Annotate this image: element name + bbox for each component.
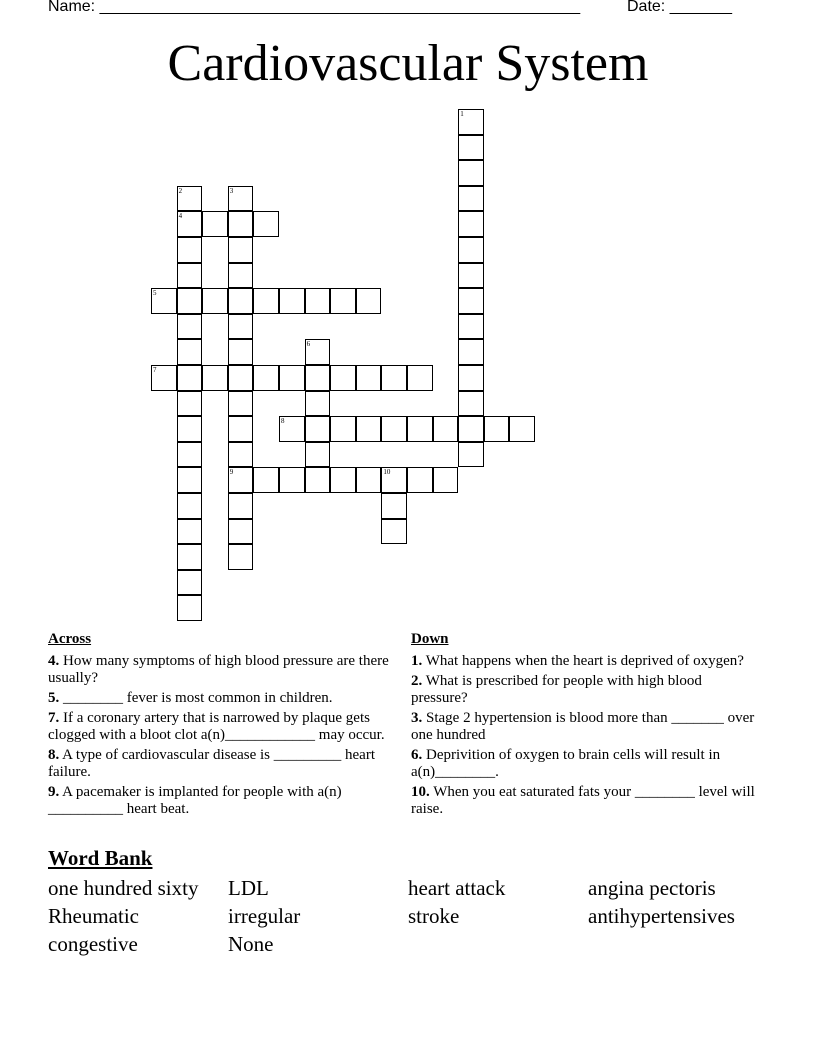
crossword-cell[interactable] bbox=[458, 186, 484, 212]
clue-across-7 bbox=[48, 710, 393, 744]
crossword-cell[interactable] bbox=[458, 416, 484, 442]
clue-down-3 bbox=[411, 710, 756, 744]
clue-text: How many symptoms of high blood pressure are there usually? bbox=[48, 653, 389, 686]
crossword-cell[interactable] bbox=[381, 365, 407, 391]
crossword-cell[interactable] bbox=[458, 288, 484, 314]
crossword-cell[interactable] bbox=[279, 288, 305, 314]
crossword-cell[interactable] bbox=[305, 391, 331, 417]
clue-across-5 bbox=[48, 690, 393, 707]
crossword-cell[interactable] bbox=[177, 467, 203, 493]
crossword-cell[interactable] bbox=[330, 467, 356, 493]
clue-number: 9. bbox=[48, 784, 60, 800]
crossword-cell[interactable] bbox=[356, 467, 382, 493]
crossword-cell[interactable] bbox=[228, 314, 254, 340]
clue-text: A pacemaker is implanted for people with a(n) __________ heart beat. bbox=[48, 784, 342, 817]
word-bank-item: LDL bbox=[228, 876, 269, 900]
word-bank-item: angina pectoris bbox=[588, 876, 716, 900]
clue-across-4 bbox=[48, 653, 393, 687]
cell-number: 4 bbox=[178, 212, 183, 221]
across-clues bbox=[48, 629, 393, 821]
cell-number: 8 bbox=[281, 417, 285, 426]
crossword-cell[interactable] bbox=[458, 109, 484, 135]
crossword-cell[interactable] bbox=[177, 211, 203, 237]
crossword-cell[interactable] bbox=[458, 365, 484, 391]
crossword-cell[interactable] bbox=[458, 263, 484, 289]
crossword-cell[interactable] bbox=[330, 288, 356, 314]
crossword-cell[interactable] bbox=[253, 365, 279, 391]
crossword-cell[interactable] bbox=[458, 314, 484, 340]
crossword-cell[interactable] bbox=[177, 416, 203, 442]
word-bank bbox=[48, 874, 768, 964]
crossword-cell[interactable] bbox=[177, 365, 203, 391]
crossword-cell[interactable] bbox=[433, 416, 459, 442]
crossword-cell[interactable] bbox=[228, 519, 254, 545]
clue-number: 3. bbox=[411, 710, 423, 726]
crossword-cell[interactable] bbox=[330, 416, 356, 442]
crossword-cell[interactable] bbox=[381, 416, 407, 442]
clue-number: 1. bbox=[411, 653, 423, 669]
crossword-cell[interactable] bbox=[202, 365, 228, 391]
clue-text: What is prescribed for people with high blood pressure? bbox=[411, 673, 702, 706]
clue-number: 7. bbox=[48, 710, 60, 726]
cell-number: 5 bbox=[153, 289, 157, 298]
cell-number: 2 bbox=[178, 186, 183, 195]
word-bank-item: congestive bbox=[48, 932, 138, 956]
crossword-cell[interactable] bbox=[228, 339, 254, 365]
crossword-cell[interactable] bbox=[458, 160, 484, 186]
word-bank-item: Rheumatic bbox=[48, 904, 139, 928]
crossword-cell[interactable] bbox=[279, 416, 305, 442]
crossword-cell[interactable] bbox=[356, 288, 382, 314]
crossword-cell[interactable] bbox=[305, 288, 331, 314]
crossword-cell[interactable] bbox=[228, 237, 254, 263]
crossword-cell[interactable] bbox=[305, 416, 331, 442]
crossword-cell[interactable] bbox=[177, 314, 203, 340]
crossword-cell[interactable] bbox=[177, 391, 203, 417]
crossword-cell[interactable] bbox=[177, 570, 203, 596]
clue-number: 8. bbox=[48, 747, 60, 763]
clue-down-2 bbox=[411, 673, 756, 707]
clue-number: 5. bbox=[48, 690, 60, 706]
crossword-cell[interactable] bbox=[151, 288, 177, 314]
crossword-cell[interactable] bbox=[381, 493, 407, 519]
crossword-cell[interactable] bbox=[433, 467, 459, 493]
clue-down-1 bbox=[411, 653, 756, 670]
crossword-cell[interactable] bbox=[305, 339, 331, 365]
crossword-cell[interactable] bbox=[407, 416, 433, 442]
crossword-cell[interactable] bbox=[202, 288, 228, 314]
crossword-cell[interactable] bbox=[458, 339, 484, 365]
clue-number: 4. bbox=[48, 653, 60, 669]
word-bank-item: one hundred sixty bbox=[48, 876, 199, 900]
crossword-cell[interactable] bbox=[228, 416, 254, 442]
crossword-cell[interactable] bbox=[177, 288, 203, 314]
crossword-cell[interactable] bbox=[228, 186, 254, 212]
crossword-cell[interactable] bbox=[484, 416, 510, 442]
across-heading: Across bbox=[48, 631, 92, 647]
crossword-cell[interactable] bbox=[509, 416, 535, 442]
crossword-cell[interactable] bbox=[330, 365, 356, 391]
crossword-cell[interactable] bbox=[279, 365, 305, 391]
clue-text: Deprivition of oxygen to brain cells will result in a(n)________. bbox=[411, 747, 721, 780]
crossword-cell[interactable] bbox=[228, 365, 254, 391]
crossword-cell[interactable] bbox=[177, 519, 203, 545]
crossword-cell[interactable] bbox=[305, 365, 331, 391]
clue-text: When you eat saturated fats your ________ level will raise. bbox=[411, 784, 755, 817]
clue-number: 10. bbox=[411, 784, 430, 800]
name-field-label[interactable]: Name: ______________________________________________________ bbox=[48, 0, 581, 15]
crossword-cell[interactable] bbox=[407, 365, 433, 391]
crossword-cell[interactable] bbox=[253, 467, 279, 493]
crossword-cell[interactable] bbox=[253, 211, 279, 237]
crossword-cell[interactable] bbox=[458, 391, 484, 417]
cell-number: 1 bbox=[460, 110, 464, 118]
crossword-cell[interactable] bbox=[177, 595, 203, 621]
cell-number: 3 bbox=[229, 186, 234, 195]
word-bank-item: None bbox=[228, 932, 274, 956]
cell-number: 6 bbox=[306, 340, 311, 349]
crossword-cell[interactable] bbox=[228, 263, 254, 289]
crossword-cell[interactable] bbox=[228, 442, 254, 468]
cell-number: 9 bbox=[229, 468, 234, 477]
word-bank-item: stroke bbox=[408, 904, 460, 928]
crossword-cell[interactable] bbox=[279, 467, 305, 493]
word-bank-item: heart attack bbox=[408, 876, 506, 900]
crossword-cell[interactable] bbox=[228, 493, 254, 519]
word-bank-item: irregular bbox=[228, 904, 301, 928]
crossword-cell[interactable] bbox=[407, 467, 433, 493]
clue-across-9 bbox=[48, 784, 393, 818]
page-title: Cardiovascular System bbox=[167, 35, 649, 92]
date-field-label[interactable]: Date: _______ bbox=[627, 0, 732, 15]
clue-number: 6. bbox=[411, 747, 423, 763]
clue-text: If a coronary artery that is narrowed by plaque gets clogged with a bloot clot a(n)____________ may occur. bbox=[48, 710, 385, 743]
crossword-cell[interactable] bbox=[177, 442, 203, 468]
down-clues bbox=[411, 629, 756, 821]
clue-across-8 bbox=[48, 747, 393, 781]
crossword-cell[interactable] bbox=[228, 467, 254, 493]
word-bank-heading: Word Bank bbox=[48, 846, 153, 870]
clue-number: 2. bbox=[411, 673, 423, 689]
clue-text: A type of cardiovascular disease is _________ heart failure. bbox=[48, 747, 375, 780]
crossword-cell[interactable] bbox=[356, 365, 382, 391]
crossword-cell[interactable] bbox=[381, 519, 407, 545]
crossword-cell[interactable] bbox=[228, 391, 254, 417]
crossword-cell[interactable] bbox=[177, 237, 203, 263]
clue-down-6 bbox=[411, 747, 756, 781]
crossword-cell[interactable] bbox=[177, 544, 203, 570]
clue-down-10 bbox=[411, 784, 756, 818]
crossword-cell[interactable] bbox=[228, 288, 254, 314]
crossword-cell[interactable] bbox=[458, 211, 484, 237]
crossword-cell[interactable] bbox=[151, 365, 177, 391]
down-heading: Down bbox=[411, 631, 449, 647]
crossword-cell[interactable] bbox=[356, 416, 382, 442]
crossword-cell[interactable] bbox=[177, 339, 203, 365]
clue-text: ________ fever is most common in children. bbox=[59, 690, 333, 706]
crossword-cell[interactable] bbox=[458, 135, 484, 161]
clue-text: What happens when the heart is deprived of oxygen? bbox=[422, 653, 744, 669]
crossword-cell[interactable] bbox=[228, 544, 254, 570]
crossword-cell[interactable] bbox=[458, 442, 484, 468]
crossword-cell[interactable] bbox=[253, 288, 279, 314]
word-bank-item: antihypertensives bbox=[588, 904, 735, 928]
crossword-cell[interactable] bbox=[177, 263, 203, 289]
crossword-cell[interactable] bbox=[228, 211, 254, 237]
crossword-cell[interactable] bbox=[305, 442, 331, 468]
crossword-cell[interactable] bbox=[177, 186, 203, 212]
crossword-cell[interactable] bbox=[202, 211, 228, 237]
cell-number: 10 bbox=[383, 468, 391, 477]
crossword-cell[interactable] bbox=[305, 467, 331, 493]
cell-number: 7 bbox=[153, 366, 157, 374]
crossword-cell[interactable] bbox=[458, 237, 484, 263]
crossword-cell[interactable] bbox=[177, 493, 203, 519]
crossword-cell[interactable] bbox=[381, 467, 407, 493]
clue-text: Stage 2 hypertension is blood more than _______ over one hundred bbox=[411, 710, 755, 743]
